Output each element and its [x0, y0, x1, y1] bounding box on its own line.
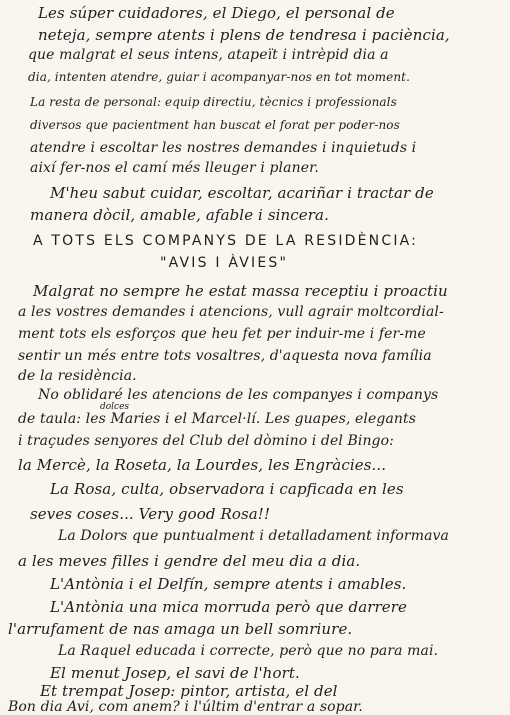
letter-line: neteja, sempre atents i plens de tendresa i paciència,: [38, 26, 450, 44]
letter-line: La Dolors que puntualment i detalladament informava: [58, 528, 449, 544]
letter-line: de taula: les Maries i el Marcel·lí. Les guapes, elegants: [18, 411, 417, 427]
section-subheading: "AVIS I ÀVIES": [160, 255, 289, 271]
letter-line: de la residència.: [18, 368, 137, 384]
letter-line: diversos que pacientment han buscat el forat per poder-nos: [30, 118, 400, 132]
letter-line: Malgrat no sempre he estat massa receptiu i proactiu: [33, 282, 448, 300]
letter-line: dia, intenten atendre, guiar i acompanyar-nos en tot moment.: [28, 70, 411, 84]
letter-line: La Raquel educada i correcte, però que no para mai.: [58, 643, 439, 659]
letter-line: M'heu sabut cuidar, escoltar, acariñar i tractar de: [50, 184, 434, 202]
inserted-word: dolces: [100, 402, 130, 412]
letter-line: Les súper cuidadores, el Diego, el personal de: [38, 4, 395, 22]
letter-line: sentir un més entre tots vosaltres, d'aquesta nova família: [18, 348, 432, 364]
letter-line: la Mercè, la Roseta, la Lourdes, les Engràcies...: [18, 456, 387, 474]
letter-line: La Rosa, culta, observadora i capficada en les: [50, 480, 404, 498]
letter-line: No oblidaré les atencions de les companyes i companys: [38, 387, 439, 403]
letter-line: ment tots els esforços que heu fet per induir-me i fer-me: [18, 326, 426, 342]
letter-line: seves coses... Very good Rosa!!: [30, 505, 271, 523]
section-heading: A TOTS ELS COMPANYS DE LA RESIDÈNCIA:: [33, 233, 419, 249]
letter-line: manera dòcil, amable, afable i sincera.: [30, 206, 329, 224]
letter-line: i traçudes senyores del Club del dòmino i del Bingo:: [18, 433, 394, 449]
letter-line: que malgrat el seus intens, atapeït i intrèpid dia a: [28, 47, 389, 63]
letter-line: Et trempat Josep: pintor, artista, el del: [40, 682, 338, 700]
letter-line: La resta de personal: equip directiu, tècnics i professionals: [30, 95, 397, 109]
letter-line: així fer-nos el camí més lleuger i planer.: [30, 160, 319, 176]
letter-line: Bon dia Avi, com anem? i l'últim d'entrar a sopar.: [8, 699, 363, 715]
letter-line: a les vostres demandes i atencions, vull agrair moltcordial-: [18, 304, 444, 320]
letter-line: L'Antònia i el Delfín, sempre atents i amables.: [50, 575, 407, 593]
letter-line: l'arrufament de nas amaga un bell somriure.: [8, 620, 353, 638]
letter-line: a les meves filles i gendre del meu dia a dia.: [18, 552, 361, 570]
letter-line: El menut Josep, el savi de l'hort.: [50, 664, 300, 682]
letter-line: atendre i escoltar les nostres demandes i inquietuds i: [30, 140, 417, 156]
letter-line: L'Antònia una mica morruda però que darrere: [50, 598, 408, 616]
